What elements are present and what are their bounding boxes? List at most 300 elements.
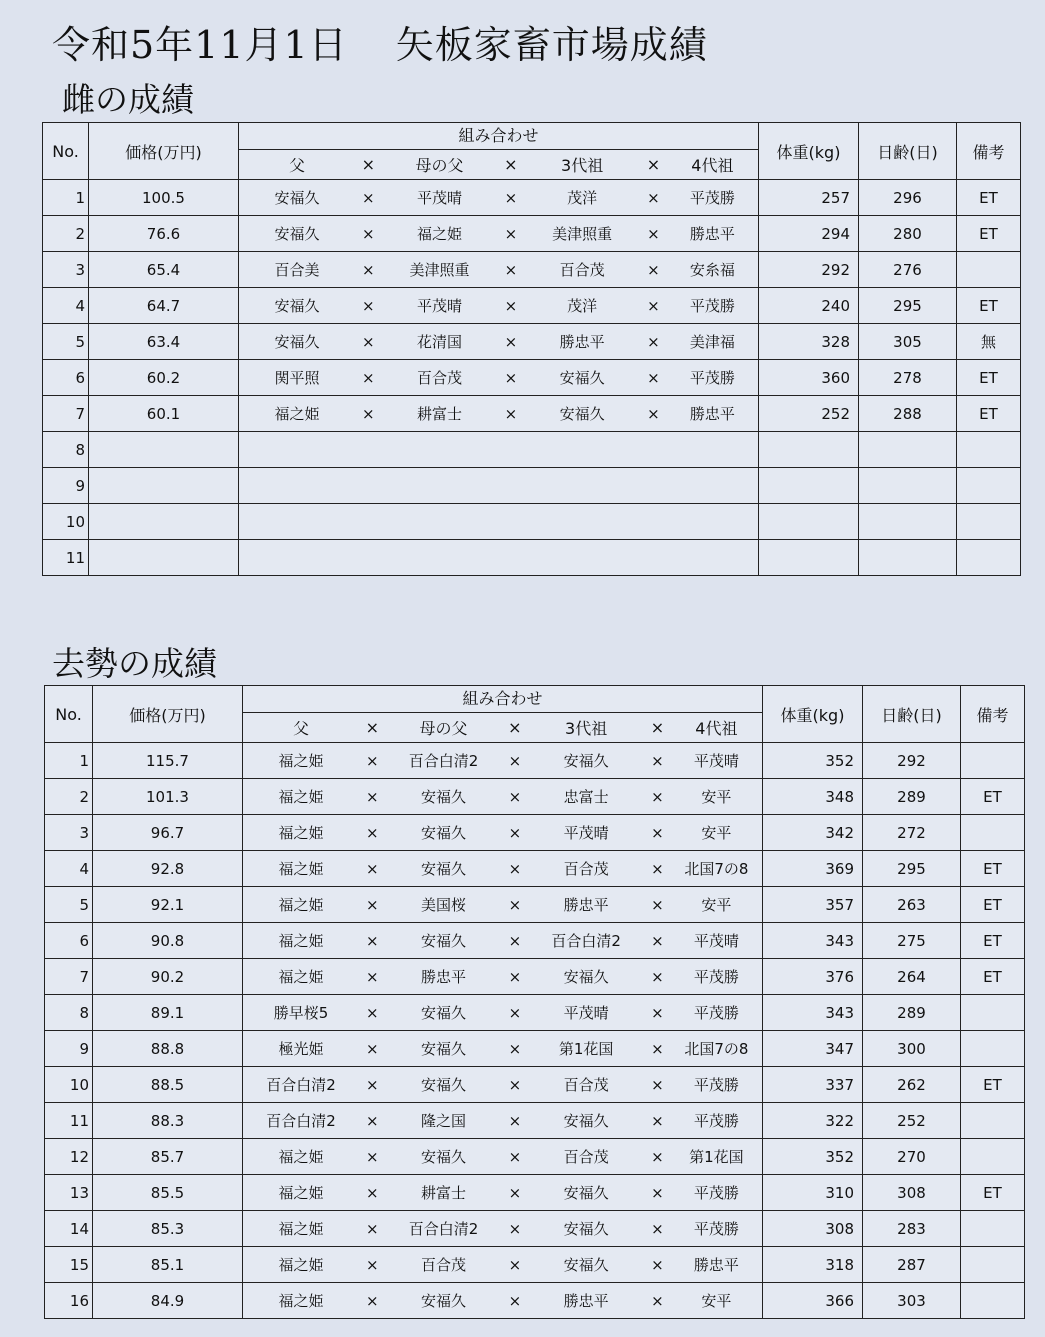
cell-price: [89, 468, 239, 504]
cross-symbol: ×: [651, 1291, 664, 1310]
table-row: [45, 1211, 1025, 1247]
header-cross: ×: [508, 718, 522, 737]
cell-third-gen: 安福久: [559, 369, 605, 387]
cell-remarks: ET: [961, 851, 1025, 887]
cell-no: 15: [45, 1247, 93, 1283]
table-row: [45, 1175, 1025, 1211]
cell-fourth-gen: 勝忠平: [689, 405, 735, 423]
cell-age: 264: [863, 959, 961, 995]
cell-remarks: [961, 1031, 1025, 1067]
cell-maternal-grandfather: 安福久: [421, 1004, 467, 1022]
cross-symbol: ×: [361, 296, 375, 315]
cell-no: 3: [45, 815, 93, 851]
cell-weight: 252: [759, 396, 859, 432]
cell-fourth-gen: 安平: [701, 788, 732, 806]
page-title: [52, 14, 708, 69]
cell-combination: [239, 324, 759, 360]
cell-combination: [243, 1247, 763, 1283]
cross-symbol: ×: [508, 823, 522, 842]
cell-fourth-gen: 勝忠平: [693, 1256, 739, 1274]
table-row: [43, 396, 1021, 432]
cell-age: 280: [859, 216, 957, 252]
cell-no: 1: [45, 743, 93, 779]
table-row: [43, 360, 1021, 396]
table-row: [45, 815, 1025, 851]
cell-age: 300: [863, 1031, 961, 1067]
cell-father: 安福久: [274, 333, 320, 351]
cross-symbol: ×: [651, 859, 664, 878]
cell-third-gen: 忠富士: [563, 788, 609, 806]
cell-fourth-gen: 安平: [701, 896, 732, 914]
cell-fourth-gen: 平茂晴: [693, 752, 739, 770]
cell-third-gen: 平茂晴: [563, 1004, 609, 1022]
cell-price: 63.4: [89, 324, 239, 360]
cell-remarks: [961, 1103, 1025, 1139]
header-no: No.: [43, 123, 89, 180]
cell-age: 292: [863, 743, 961, 779]
cell-maternal-grandfather: 安福久: [421, 1148, 467, 1166]
header-father: 父: [292, 719, 309, 738]
cross-symbol: ×: [647, 260, 660, 279]
cross-symbol: ×: [651, 1255, 664, 1274]
cell-maternal-grandfather: 安福久: [421, 824, 467, 842]
cell-maternal-grandfather: 耕富士: [417, 405, 463, 423]
cell-remarks: [957, 432, 1021, 468]
cell-father: 福之姫: [278, 1220, 324, 1238]
cell-no: 1: [43, 180, 89, 216]
cell-combination: [239, 288, 759, 324]
cell-maternal-grandfather: 美津照重: [409, 261, 470, 279]
cell-age: [859, 468, 957, 504]
table-row: [45, 743, 1025, 779]
cell-maternal-grandfather: 美国桜: [421, 896, 467, 914]
cell-price: 76.6: [89, 216, 239, 252]
cell-fourth-gen: 平茂勝: [693, 1112, 739, 1130]
cell-no: 10: [45, 1067, 93, 1103]
cell-third-gen: 安福久: [563, 752, 609, 770]
cross-symbol: ×: [508, 1255, 522, 1274]
cell-age: 289: [863, 779, 961, 815]
cell-maternal-grandfather: 安福久: [421, 932, 467, 950]
cross-symbol: ×: [508, 1183, 522, 1202]
cell-combination: [243, 779, 763, 815]
cell-price: 88.3: [93, 1103, 243, 1139]
cell-combination: [243, 1031, 763, 1067]
cell-fourth-gen: 北国7の8: [684, 1040, 749, 1058]
cell-remarks: [957, 468, 1021, 504]
cell-no: 9: [45, 1031, 93, 1067]
cross-symbol: ×: [365, 751, 379, 770]
cross-symbol: ×: [365, 1039, 379, 1058]
cell-age: [859, 432, 957, 468]
cell-third-gen: 百合茂: [563, 1148, 609, 1166]
cell-remarks: [961, 995, 1025, 1031]
cross-symbol: ×: [365, 967, 379, 986]
header-maternal-grandfather: 母の父: [415, 156, 464, 175]
cell-price: 92.1: [93, 887, 243, 923]
cross-symbol: ×: [361, 260, 375, 279]
cell-remarks: 無: [957, 324, 1021, 360]
cell-fourth-gen: 平茂勝: [689, 297, 735, 315]
cell-third-gen: 安福久: [563, 1184, 609, 1202]
cell-weight: [759, 504, 859, 540]
cell-no: 6: [45, 923, 93, 959]
header-combination: [239, 123, 759, 180]
cell-maternal-grandfather: 安福久: [421, 788, 467, 806]
cross-symbol: ×: [508, 859, 522, 878]
cell-no: 10: [43, 504, 89, 540]
cell-weight: 352: [763, 1139, 863, 1175]
cell-fourth-gen: 平茂勝: [693, 1220, 739, 1238]
cell-combination: [243, 1283, 763, 1319]
cross-symbol: ×: [647, 296, 660, 315]
cell-combination: [243, 1175, 763, 1211]
cell-fourth-gen: 平茂勝: [693, 1004, 739, 1022]
cell-fourth-gen: 平茂晴: [693, 932, 739, 950]
cell-price: 85.3: [93, 1211, 243, 1247]
cross-symbol: ×: [651, 1111, 664, 1130]
cell-weight: [759, 432, 859, 468]
cell-price: 101.3: [93, 779, 243, 815]
cell-age: [859, 540, 957, 576]
cell-third-gen: 安福久: [563, 968, 609, 986]
cell-weight: 337: [763, 1067, 863, 1103]
cross-symbol: ×: [508, 1291, 522, 1310]
cell-no: 7: [45, 959, 93, 995]
cross-symbol: ×: [504, 260, 518, 279]
cell-fourth-gen: 安糸福: [689, 261, 735, 279]
cell-age: 283: [863, 1211, 961, 1247]
cell-fourth-gen: 安平: [701, 1292, 732, 1310]
cell-age: 295: [863, 851, 961, 887]
cell-remarks: ET: [961, 1175, 1025, 1211]
table-row: [45, 959, 1025, 995]
cell-combination: [239, 432, 759, 468]
cell-combination: [243, 815, 763, 851]
cell-no: 2: [43, 216, 89, 252]
cell-third-gen: 美津照重: [552, 225, 613, 243]
cross-symbol: ×: [365, 1219, 379, 1238]
cell-combination: [243, 1103, 763, 1139]
cell-remarks: [961, 1283, 1025, 1319]
cell-remarks: ET: [957, 288, 1021, 324]
cell-combination: [243, 995, 763, 1031]
cell-combination: [239, 216, 759, 252]
cell-father: 安福久: [274, 189, 320, 207]
table-row: [43, 288, 1021, 324]
cell-third-gen: 勝忠平: [559, 333, 605, 351]
cross-symbol: ×: [508, 967, 522, 986]
header-remarks: 備考: [961, 686, 1025, 743]
cell-age: [859, 504, 957, 540]
cross-symbol: ×: [361, 332, 375, 351]
cross-symbol: ×: [651, 895, 664, 914]
cross-symbol: ×: [651, 1075, 664, 1094]
cell-weight: 343: [763, 995, 863, 1031]
cross-symbol: ×: [647, 332, 660, 351]
cell-third-gen: 勝忠平: [563, 896, 609, 914]
cell-remarks: ET: [961, 1067, 1025, 1103]
cross-symbol: ×: [647, 368, 660, 387]
cross-symbol: ×: [508, 1075, 522, 1094]
cell-fourth-gen: 平茂勝: [693, 1184, 739, 1202]
cell-fourth-gen: 安平: [701, 824, 732, 842]
header-third-gen: 3代祖: [561, 156, 604, 175]
cell-father: 福之姫: [278, 1184, 324, 1202]
cross-symbol: ×: [365, 1003, 379, 1022]
cell-age: 308: [863, 1175, 961, 1211]
cell-age: 296: [859, 180, 957, 216]
table-row: [45, 1139, 1025, 1175]
cell-third-gen: 平茂晴: [563, 824, 609, 842]
cell-weight: 366: [763, 1283, 863, 1319]
cell-remarks: ET: [957, 360, 1021, 396]
cell-price: 96.7: [93, 815, 243, 851]
cell-third-gen: 安福久: [563, 1256, 609, 1274]
cell-price: 88.8: [93, 1031, 243, 1067]
header-no: No.: [45, 686, 93, 743]
cell-age: 272: [863, 815, 961, 851]
cell-price: 85.1: [93, 1247, 243, 1283]
cell-age: 295: [859, 288, 957, 324]
cell-combination: [239, 180, 759, 216]
cell-weight: 294: [759, 216, 859, 252]
cell-remarks: ET: [957, 216, 1021, 252]
cell-price: 100.5: [89, 180, 239, 216]
header-cross: ×: [646, 155, 661, 174]
cell-maternal-grandfather: 安福久: [421, 1076, 467, 1094]
cell-no: 12: [45, 1139, 93, 1175]
cell-combination: [243, 1139, 763, 1175]
cell-no: 4: [45, 851, 93, 887]
cell-father: 福之姫: [274, 405, 320, 423]
cell-third-gen: 安福久: [563, 1220, 609, 1238]
cross-symbol: ×: [647, 188, 660, 207]
header-cross: ×: [361, 155, 375, 174]
cell-maternal-grandfather: 百合白清2: [408, 752, 479, 770]
cell-fourth-gen: 北国7の8: [684, 860, 749, 878]
cell-age: 262: [863, 1067, 961, 1103]
cell-maternal-grandfather: 安福久: [421, 1292, 467, 1310]
cell-age: 270: [863, 1139, 961, 1175]
header-cross: ×: [365, 718, 379, 737]
cell-remarks: [957, 252, 1021, 288]
cell-remarks: ET: [957, 396, 1021, 432]
cell-maternal-grandfather: 耕富士: [421, 1184, 467, 1202]
cross-symbol: ×: [508, 787, 522, 806]
cell-father: 安福久: [274, 225, 320, 243]
cell-weight: [759, 540, 859, 576]
table-row: [45, 1103, 1025, 1139]
cell-combination: [243, 1067, 763, 1103]
cell-weight: 342: [763, 815, 863, 851]
cell-combination: [243, 743, 763, 779]
cross-symbol: ×: [365, 1075, 379, 1094]
cell-age: 305: [859, 324, 957, 360]
cross-symbol: ×: [508, 1219, 522, 1238]
cell-maternal-grandfather: 勝忠平: [421, 968, 467, 986]
cell-no: 9: [43, 468, 89, 504]
cell-no: 7: [43, 396, 89, 432]
cell-father: 百合白清2: [266, 1112, 336, 1130]
cell-father: 百合白清2: [266, 1076, 336, 1094]
castrated-section-title: 去勢の成績: [52, 644, 217, 683]
cell-father: 福之姫: [278, 1292, 324, 1310]
cell-no: 8: [43, 432, 89, 468]
header-combination: [243, 686, 763, 743]
cell-combination: [243, 851, 763, 887]
cell-weight: 308: [763, 1211, 863, 1247]
cell-no: 3: [43, 252, 89, 288]
cell-remarks: [957, 504, 1021, 540]
cross-symbol: ×: [365, 823, 379, 842]
header-third-gen: 3代祖: [565, 719, 608, 738]
cell-price: 115.7: [93, 743, 243, 779]
cell-father: 勝早桜5: [273, 1004, 329, 1022]
cell-remarks: ET: [961, 779, 1025, 815]
cell-father: 福之姫: [278, 1256, 324, 1274]
cell-remarks: [957, 540, 1021, 576]
header-cross: ×: [504, 155, 518, 174]
cross-symbol: ×: [504, 332, 518, 351]
cell-weight: 369: [763, 851, 863, 887]
cell-weight: [759, 468, 859, 504]
cell-third-gen: 百合茂: [563, 860, 609, 878]
cell-price: 92.8: [93, 851, 243, 887]
cell-price: [89, 432, 239, 468]
cell-age: 303: [863, 1283, 961, 1319]
header-cross: ×: [650, 718, 665, 737]
header-combination-label: 組み合わせ: [239, 123, 758, 150]
cell-maternal-grandfather: 福之姫: [417, 225, 463, 243]
header-age: 日齢(日): [859, 123, 957, 180]
cross-symbol: ×: [504, 296, 518, 315]
cell-weight: 348: [763, 779, 863, 815]
cross-symbol: ×: [651, 787, 664, 806]
cell-fourth-gen: 美津福: [689, 333, 735, 351]
cell-father: 福之姫: [278, 824, 324, 842]
cross-symbol: ×: [651, 1039, 664, 1058]
cell-combination: [239, 252, 759, 288]
cell-father: 福之姫: [278, 1148, 324, 1166]
cell-maternal-grandfather: 安福久: [421, 860, 467, 878]
cell-weight: 343: [763, 923, 863, 959]
table-row: [45, 887, 1025, 923]
cell-age: 287: [863, 1247, 961, 1283]
cell-price: 84.9: [93, 1283, 243, 1319]
cross-symbol: ×: [365, 931, 379, 950]
cell-price: 90.8: [93, 923, 243, 959]
header-fourth-gen: 4代祖: [695, 719, 738, 738]
cell-price: 60.1: [89, 396, 239, 432]
cell-no: 2: [45, 779, 93, 815]
cell-no: 8: [45, 995, 93, 1031]
cell-age: 252: [863, 1103, 961, 1139]
cross-symbol: ×: [365, 1183, 379, 1202]
table-row: [45, 1247, 1025, 1283]
cross-symbol: ×: [508, 751, 522, 770]
cell-third-gen: 百合茂: [559, 261, 605, 279]
cell-maternal-grandfather: 百合茂: [421, 1256, 467, 1274]
table-row: [43, 432, 1021, 468]
title-date: 令和5年11月1日: [52, 23, 348, 67]
cross-symbol: ×: [647, 404, 660, 423]
cell-combination: [243, 959, 763, 995]
cell-fourth-gen: 勝忠平: [689, 225, 735, 243]
cell-age: 276: [859, 252, 957, 288]
cell-maternal-grandfather: 百合白清2: [408, 1220, 479, 1238]
cross-symbol: ×: [365, 1291, 379, 1310]
cell-father: 極光姫: [278, 1040, 324, 1058]
cross-symbol: ×: [508, 1111, 522, 1130]
cell-father: 福之姫: [278, 860, 324, 878]
table-row: [45, 779, 1025, 815]
cell-third-gen: 茂洋: [567, 297, 598, 315]
cell-third-gen: 安福久: [559, 405, 605, 423]
table-row: [43, 252, 1021, 288]
cell-fourth-gen: 平茂勝: [693, 1076, 739, 1094]
cell-weight: 318: [763, 1247, 863, 1283]
cross-symbol: ×: [361, 224, 375, 243]
cell-fourth-gen: 平茂勝: [693, 968, 739, 986]
table-row: [43, 216, 1021, 252]
cell-maternal-grandfather: 隆之国: [421, 1112, 467, 1130]
header-maternal-grandfather: 母の父: [419, 719, 468, 738]
cross-symbol: ×: [651, 967, 664, 986]
header-father: 父: [288, 156, 305, 175]
table-row: [45, 1067, 1025, 1103]
title-market: 矢板家畜市場成績: [395, 23, 708, 67]
cross-symbol: ×: [508, 1147, 522, 1166]
cell-no: 5: [45, 887, 93, 923]
cell-price: 89.1: [93, 995, 243, 1031]
cell-father: 福之姫: [278, 752, 324, 770]
cell-combination: [239, 468, 759, 504]
cell-remarks: ET: [957, 180, 1021, 216]
cross-symbol: ×: [504, 368, 518, 387]
cell-fourth-gen: 第1花国: [689, 1148, 744, 1166]
cell-no: 16: [45, 1283, 93, 1319]
cross-symbol: ×: [508, 895, 522, 914]
cell-weight: 322: [763, 1103, 863, 1139]
cell-combination: [239, 504, 759, 540]
cell-weight: 257: [759, 180, 859, 216]
cell-maternal-grandfather: 安福久: [421, 1040, 467, 1058]
cell-age: 263: [863, 887, 961, 923]
cell-father: 安福久: [274, 297, 320, 315]
cross-symbol: ×: [651, 1147, 664, 1166]
cell-price: [89, 504, 239, 540]
cell-third-gen: 安福久: [563, 1112, 609, 1130]
table-row: [45, 923, 1025, 959]
castrated-results-table: [44, 685, 1025, 1319]
cell-fourth-gen: 平茂勝: [689, 189, 735, 207]
cross-symbol: ×: [508, 1003, 522, 1022]
cell-remarks: [961, 1211, 1025, 1247]
cross-symbol: ×: [365, 859, 379, 878]
cell-combination: [239, 360, 759, 396]
cell-combination: [243, 923, 763, 959]
cross-symbol: ×: [504, 224, 518, 243]
cell-remarks: [961, 743, 1025, 779]
cell-price: [89, 540, 239, 576]
header-age: 日齢(日): [863, 686, 961, 743]
cross-symbol: ×: [365, 1147, 379, 1166]
cell-no: 5: [43, 324, 89, 360]
cell-father: 百合美: [274, 261, 320, 279]
cross-symbol: ×: [361, 188, 375, 207]
cell-combination: [243, 887, 763, 923]
